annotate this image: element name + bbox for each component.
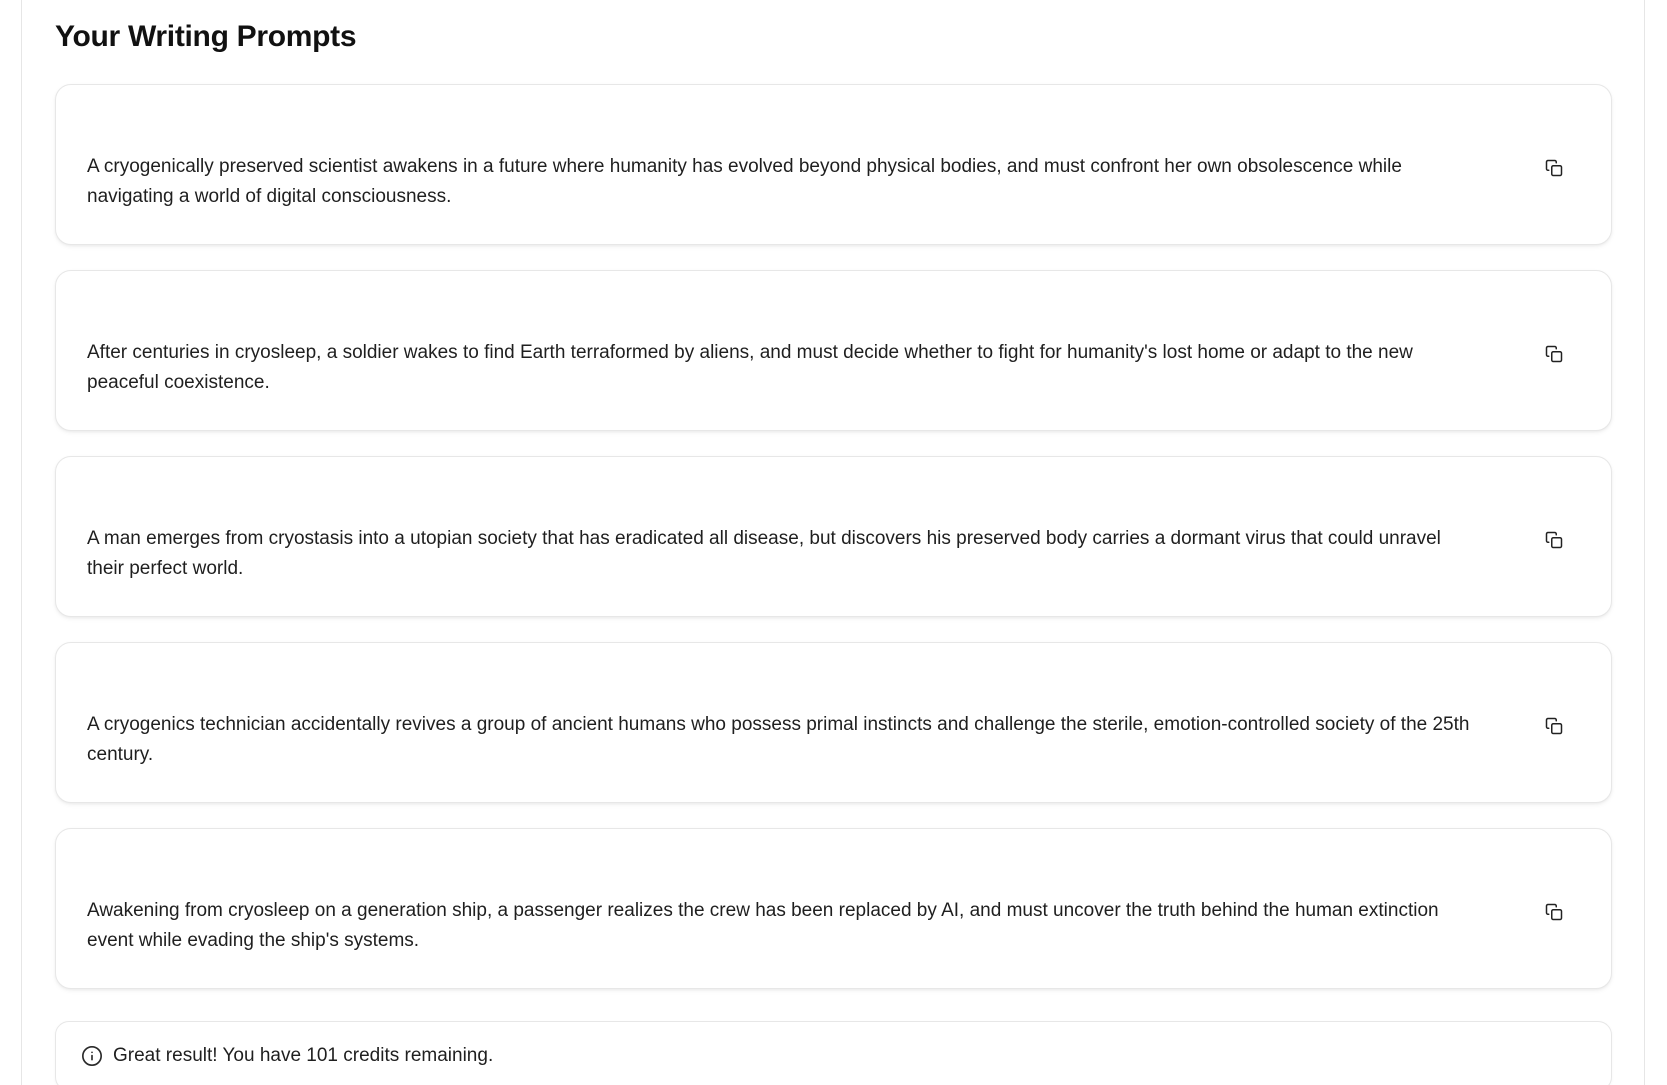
prompt-card <box>55 828 1612 989</box>
prompt-text: Awakening from cryosleep on a generation ship, a passenger realizes the crew has been replaced by AI, and must uncover the truth behind the human extinction event while evading the ship's systems. <box>87 900 1439 951</box>
copy-button[interactable] <box>1545 903 1563 921</box>
page-title: Your Writing Prompts <box>55 20 357 53</box>
prompt-list <box>55 84 1612 989</box>
copy-icon <box>1545 903 1563 921</box>
copy-button[interactable] <box>1545 159 1563 177</box>
writing-prompts-panel <box>55 0 1612 1085</box>
copy-button[interactable] <box>1545 717 1563 735</box>
prompt-card <box>55 270 1612 431</box>
copy-icon <box>1545 717 1563 735</box>
right-divider <box>1644 0 1645 1085</box>
copy-icon <box>1545 159 1563 177</box>
status-message: Great result! You have 101 credits remaining. <box>113 1045 494 1066</box>
prompt-card <box>55 642 1612 803</box>
left-divider <box>21 0 22 1085</box>
prompt-text: A man emerges from cryostasis into a utopian society that has eradicated all disease, but discovers his preserved body carries a dormant virus that could unravel their perfect world. <box>87 528 1441 579</box>
copy-button[interactable] <box>1545 345 1563 363</box>
copy-icon <box>1545 531 1563 549</box>
prompt-card <box>55 84 1612 245</box>
status-bar <box>55 1021 1612 1085</box>
prompt-card <box>55 456 1612 617</box>
prompt-text: After centuries in cryosleep, a soldier wakes to find Earth terraformed by aliens, and must decide whether to fight for humanity's lost home or adapt to the new peaceful coexistence. <box>87 342 1413 393</box>
copy-button[interactable] <box>1545 531 1563 549</box>
prompt-text: A cryogenics technician accidentally revives a group of ancient humans who possess primal instincts and challenge the sterile, emotion-controlled society of the 25th century. <box>87 714 1470 765</box>
info-icon <box>81 1045 103 1067</box>
prompt-text: A cryogenically preserved scientist awakens in a future where humanity has evolved beyond physical bodies, and must confront her own obsolescence while navigating a world of digital consciousness. <box>87 156 1402 207</box>
copy-icon <box>1545 345 1563 363</box>
